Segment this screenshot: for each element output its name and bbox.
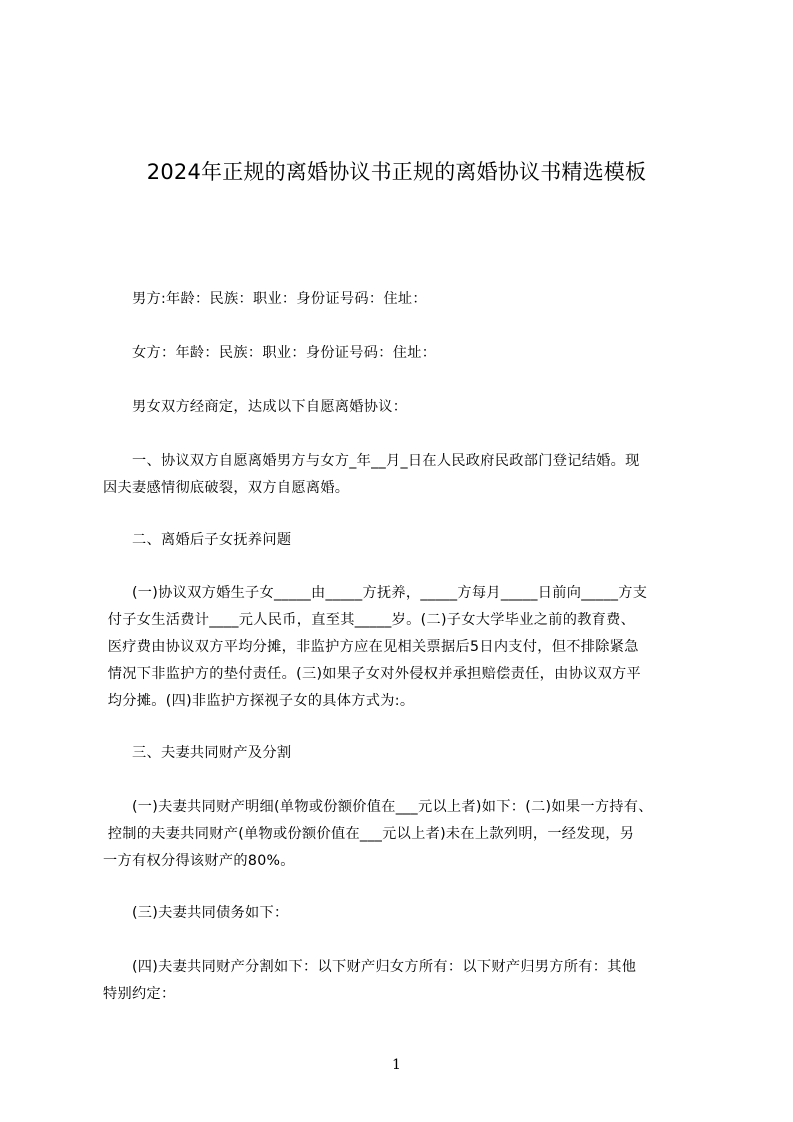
- text-line: 三、夫妻共同财产及分割: [103, 745, 292, 761]
- paragraph-male-party: [103, 286, 713, 313]
- section-heading-joint-property: [103, 740, 713, 767]
- paragraph-joint-property: [103, 794, 713, 875]
- document-title: 2024年正规的离婚协议书正规的离婚协议书精选模板: [146, 160, 647, 185]
- paragraph-female-party: [103, 340, 713, 367]
- text-line: (三)夫妻共同债务如下：: [103, 905, 289, 921]
- text-line: 男方:年龄：民族：职业：身份证号码：住址：: [103, 291, 427, 307]
- text-line: 医疗费由协议双方平均分摊，非监护方应在见相关票据后5日内支付，但不排除紧急: [103, 639, 639, 655]
- text-line: 控制的夫妻共同财产(单物或份额价值在___元以上者)未在上款列明，一经发现，另: [103, 826, 635, 842]
- text-line: 因夫妻感情彻底破裂，双方自愿离婚。: [103, 480, 350, 496]
- text-line: 一方有权分得该财产的80%。: [103, 853, 295, 869]
- text-line: 一、协议双方自愿离婚男方与女方_年__月_日在人民政府民政部门登记结婚。现: [103, 453, 640, 469]
- paragraph-joint-debts: [103, 900, 713, 927]
- text-line: 男女双方经商定，达成以下自愿离婚协议：: [103, 399, 408, 415]
- text-line: (一)协议双方婚生子女_____由_____方抚养，_____方每月_____日前向_____方支: [103, 585, 648, 601]
- text-line: (一)夫妻共同财产明细(单物或份额价值在___元以上者)如下：(二)如果一方持有、: [103, 799, 653, 815]
- paragraph-property-division: [103, 954, 713, 1008]
- paragraph-intro: [103, 394, 713, 421]
- text-line: 特别约定：: [103, 986, 176, 1002]
- page-number: 1: [392, 1057, 401, 1073]
- paragraph-section-1: [103, 448, 713, 502]
- section-heading-child-custody: [103, 527, 713, 554]
- text-line: 二、离婚后子女抚养问题: [103, 532, 292, 548]
- text-line: 情况下非监护方的垫付责任。(三)如果子女对外侵权并承担赔偿责任，由协议双方平: [103, 666, 642, 682]
- text-line: 均分摊。(四)非监护方探视子女的具体方式为:。: [103, 693, 415, 709]
- text-line: 付子女生活费计____元人民币，直至其_____岁。(二)子女大学毕业之前的教育费、: [103, 612, 636, 628]
- text-line: (四)夫妻共同财产分割如下：以下财产归女方所有：以下财产归男方所有：其他: [103, 959, 637, 975]
- paragraph-child-custody: [103, 580, 713, 715]
- text-line: 女方：年龄：民族：职业：身份证号码：住址：: [103, 345, 437, 361]
